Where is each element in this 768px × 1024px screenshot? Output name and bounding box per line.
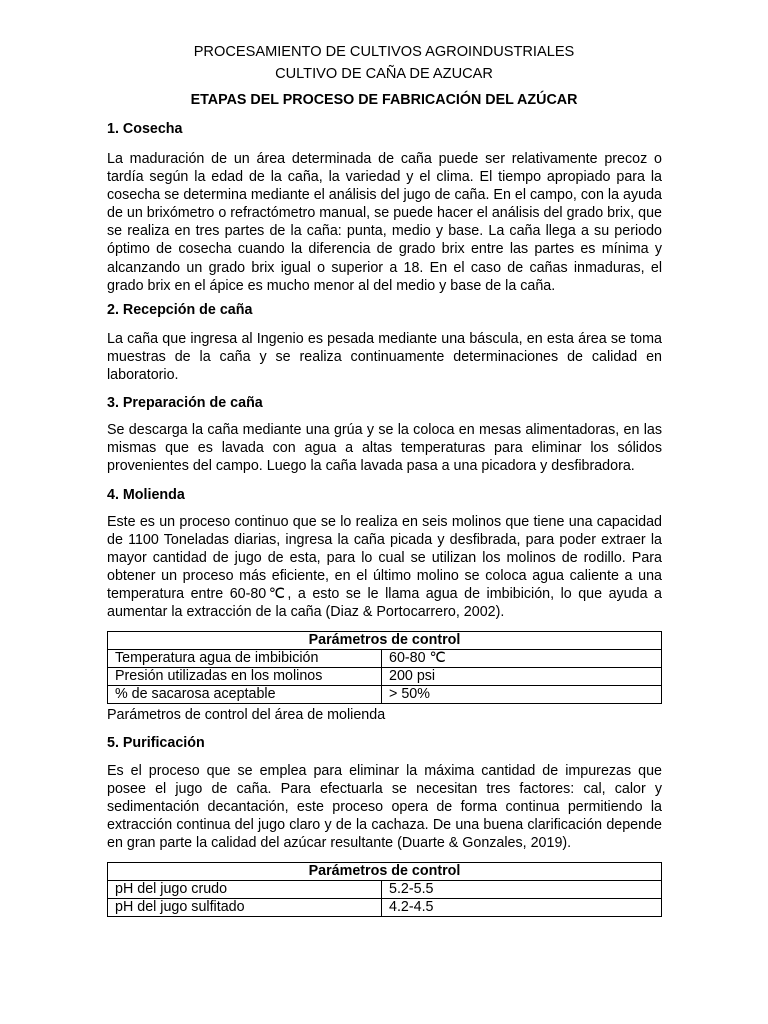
parameter-value: 4.2-4.5 <box>382 899 662 917</box>
section-heading-cosecha: 1. Cosecha <box>107 121 183 137</box>
control-parameters-table-molienda <box>107 631 662 704</box>
parameter-value: > 50% <box>382 686 662 704</box>
table-caption: Parámetros de control del área de molienda <box>107 707 386 723</box>
paragraph-purificacion: Es el proceso que se emplea para eliminar la máxima cantidad de impurezas que posee el jugo de caña. Para efectuarla se necesitan tres factores: cal, calor y sedimentación decantación, este proceso opera de forma continua permitiendo la extracción continua del jugo claro y de la cachaza. De una buena clarificación depende en gran parte la calidad del azúcar resultante (Duarte & Gonzales, 2019). <box>107 763 662 852</box>
parameter-name: % de sacarosa aceptable <box>108 686 382 704</box>
paragraph-molienda: Este es un proceso continuo que se lo realiza en seis molinos que tiene una capacidad de 1100 Toneladas diarias, ingresa la caña picada y desfibrada, para poder extraer la mayor cantidad de jugo de esta, para lo cual se utilizan los molinos de rodillo. Para obtener un proceso más eficiente, en el último molino se coloca agua caliente a una temperatura entre 60-80℃, a esto se le llama agua de imbibición, lo que ayuda a aumentar la extracción de la caña (Diaz & Portocarrero, 2002). <box>107 514 662 621</box>
table-header-row <box>108 863 662 881</box>
paragraph-cosecha: La maduración de un área determinada de caña puede ser relativamente precoz o tardía según la edad de la caña, la variedad y el clima. El tiempo apropiado para la cosecha se determina mediante el análisis del jugo de caña. En el campo, con la ayuda de un brixómetro o refractómetro manual, se puede hacer el análisis del grado brix, que se realiza en tres partes de la caña: punta, medio y base. La caña llega a su periodo óptimo de cosecha cuando la diferencia de grado brix entre las partes es mínima y alcanzando un grado brix igual o superior a 18. En el caso de cañas inmaduras, el grado brix en el ápice es mucho menor al del medio y base de la caña. <box>107 151 662 294</box>
course-title: PROCESAMIENTO DE CULTIVOS AGROINDUSTRIALES <box>193 44 575 60</box>
parameter-value: 5.2-5.5 <box>382 881 662 899</box>
parameter-value: 60-80 ℃ <box>382 650 662 668</box>
parameter-name: pH del jugo crudo <box>108 881 382 899</box>
table-header: Parámetros de control <box>108 863 662 881</box>
table-row <box>108 668 662 686</box>
section-heading-recepcion: 2. Recepción de caña <box>107 302 253 318</box>
table-header: Parámetros de control <box>108 632 662 650</box>
table-row <box>108 686 662 704</box>
paragraph-preparacion: Se descarga la caña mediante una grúa y se la coloca en mesas alimentadoras, en las mismas que es lavada con agua a altas temperaturas para eliminar los sólidos provenientes del campo. Luego la caña lavada pasa a una picadora y desfibradora. <box>107 422 662 475</box>
parameter-value: 200 psi <box>382 668 662 686</box>
table-row <box>108 899 662 917</box>
paragraph-recepcion: La caña que ingresa al Ingenio es pesada mediante una báscula, en esta área se toma muestras de la caña y se realiza continuamente determinaciones de calidad en laboratorio. <box>107 331 662 384</box>
parameter-name: Presión utilizadas en los molinos <box>108 668 382 686</box>
control-parameters-table-purificacion <box>107 862 662 917</box>
document-subtitle: CULTIVO DE CAÑA DE AZUCAR <box>275 66 493 82</box>
section-heading-preparacion: 3. Preparación de caña <box>107 395 263 411</box>
section-heading-purificacion: 5. Purificación <box>107 735 205 751</box>
table-row <box>108 881 662 899</box>
parameter-name: pH del jugo sulfitado <box>108 899 382 917</box>
parameter-name: Temperatura agua de imbibición <box>108 650 382 668</box>
table-header-row <box>108 632 662 650</box>
document-title: ETAPAS DEL PROCESO DE FABRICACIÓN DEL AZÚCAR <box>190 92 578 108</box>
section-heading-molienda: 4. Molienda <box>107 487 185 503</box>
table-row <box>108 650 662 668</box>
